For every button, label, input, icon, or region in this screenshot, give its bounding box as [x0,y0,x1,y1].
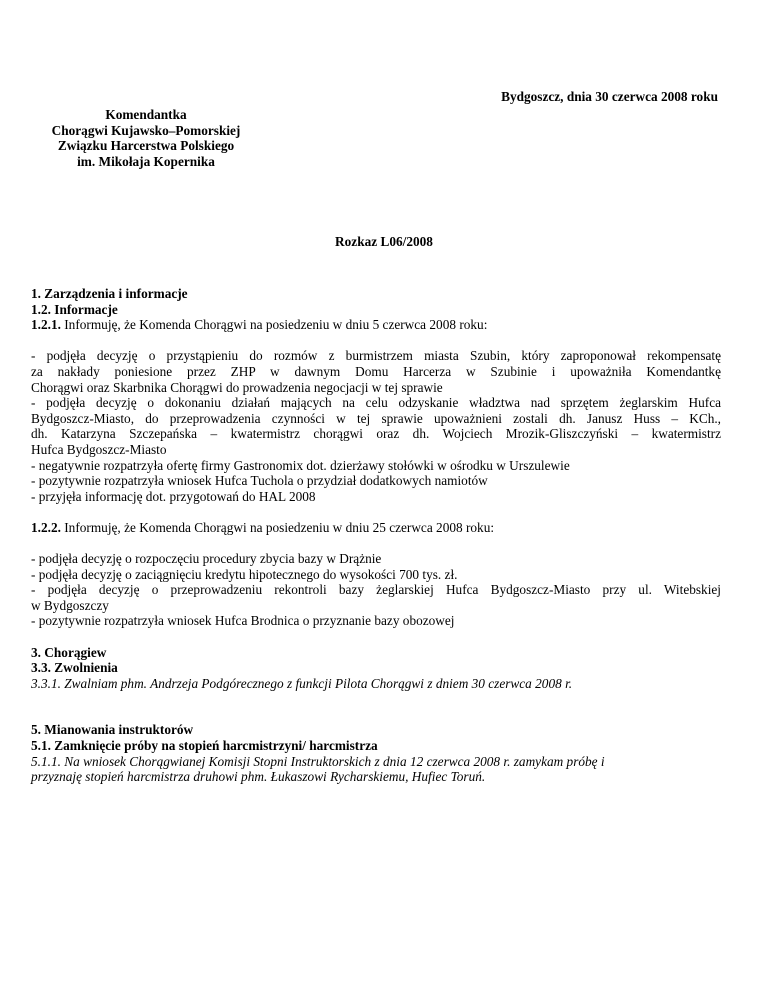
item-1-2-2-text: Informuję, że Komenda Chorągwi na posiedzeniu w dniu 25 czerwca 2008 roku: [60,519,495,535]
item-5-1-1-line: 5.1.1. Na wniosek Chorągwianej Komisji Stopni Instruktorskich z dnia 12 czerwca 2008 r. zamykam próbę i [31,753,605,769]
item-1-2-1-number: 1.2.1. [31,317,61,333]
item-1-2-1-line: - podjęła decyzję o dokonaniu działań mających na celu odzyskanie władztwa nad sprzętem żeglarskim Hufca [31,395,721,411]
item-1-2-1-line: - pozytywnie rozpatrzyła wniosek Hufca Tuchola o przydział dodatkowych namiotów [31,473,488,489]
item-1-2-1-text: Informuję, że Komenda Chorągwi na posiedzeniu w dniu 5 czerwca 2008 roku: [60,317,488,333]
item-1-2-1-line: - przyjęła informację dot. przygotowań do HAL 2008 [31,488,316,504]
item-3-3-1: 3.3.1. Zwalniam phm. Andrzeja Podgórecznego z funkcji Pilota Chorągwi z dniem 30 czerwca 2008 r. [31,675,573,691]
item-1-2-2-number: 1.2.2. [31,519,61,535]
item-1-2-2-line: - podjęła decyzję o zaciągnięciu kredytu hipotecznego do wysokości 700 tys. zł. [31,566,458,582]
item-1-2-1-line: Bydgoszcz-Miasto, do przeprowadzenia czynności w tej sprawie upoważnieni zostali dh. Janusz Huss – KCh., [31,410,721,426]
document-date: Bydgoszcz, dnia 30 czerwca 2008 roku [501,89,718,104]
item-1-2-1-line: - podjęła decyzję o przystąpieniu do rozmów z burmistrzem miasta Szubin, który zaproponował rekompensatę [31,348,721,364]
item-1-2-2-line: - pozytywnie rozpatrzyła wniosek Hufca Brodnica o przyznanie bazy obozowej [31,613,455,629]
section-1-heading: 1. Zarządzenia i informacje [31,286,188,301]
issuer-line-3: Związku Harcerstwa Polskiego [57,138,235,154]
order-title: Rozkaz L06/2008 [335,234,433,249]
issuer-line-4: im. Mikołaja Kopernika [77,153,215,169]
item-5-1-1-line: przyznaję stopień harcmistrza druhowi phm. Łukaszowi Rycharskiemu, Hufiec Toruń. [31,769,486,785]
item-1-2-2-line: - podjęła decyzję o przeprowadzeniu rekontroli bazy żeglarskiej Hufca Bydgoszcz-Miasto przy ul. Witebskiej [31,582,721,598]
item-1-2-1-intro [31,317,721,333]
item-1-2-1-line: Hufca Bydgoszcz-Miasto [31,441,167,457]
issuer-line-1: Komendantka [105,107,187,122]
item-1-2-1-line: za nakłady poniesione przez ZHP w dawnym Domu Harcerza w Szubinie i upoważniła Komendantkę [31,363,721,379]
issuer-block [30,107,262,169]
item-1-2-1-line: dh. Katarzyna Szczepańska – kwatermistrz chorągwi oraz dh. Wojciech Mrozik-Gliszczyński – kwatermistrz [31,426,721,442]
item-1-2-2-line: - podjęła decyzję o rozpoczęciu procedury zbycia bazy w Drążnie [31,551,382,567]
section-5-heading: 5. Mianowania instruktorów [31,722,194,738]
issuer-line-2: Chorągwi Kujawsko–Pomorskiej [51,122,241,138]
section-5-1-heading: 5.1. Zamknięcie próby na stopień harcmistrzyni/ harcmistrza [31,738,378,754]
item-1-2-2-intro [31,520,721,536]
order-body [31,286,721,785]
item-1-2-1-line: Chorągwi oraz Skarbnika Chorągwi do prowadzenia negocjacji w tej sprawie [31,379,443,395]
section-3-3-heading: 3.3. Zwolnienia [31,660,118,676]
section-1-2-heading: 1.2. Informacje [31,301,118,317]
section-3-heading: 3. Chorągiew [31,644,107,660]
item-1-2-1-line: - negatywnie rozpatrzyła ofertę firmy Gastronomix dot. dzierżawy stołówki w ośrodku w Urszulewie [31,457,570,473]
item-1-2-2-line: w Bydgoszczy [31,597,109,613]
